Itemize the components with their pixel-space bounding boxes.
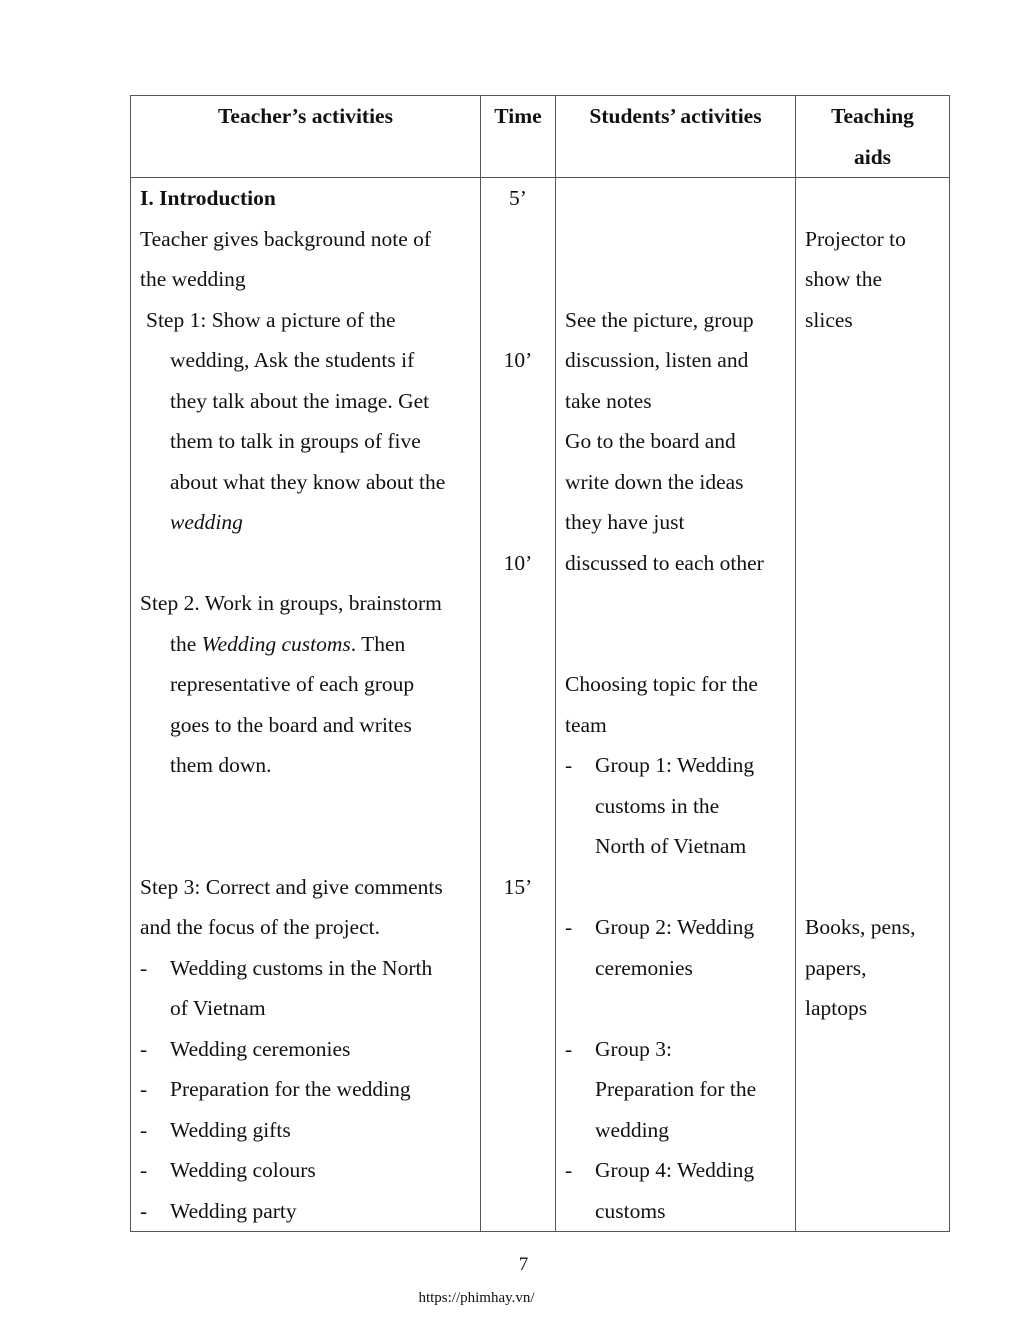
page-number: 7 [518, 1254, 529, 1275]
aids-line: laptops [805, 996, 868, 1020]
topic-list-item: - Wedding party [140, 1198, 297, 1223]
group-list-item: - Group 3: [565, 1036, 673, 1061]
step-1-line: Step 1: Show a picture of the [146, 307, 396, 332]
header-row [131, 96, 950, 178]
step-2-line: Step 2. Work in groups, brainstorm [140, 591, 442, 615]
teacher-line: them to talk in groups of five [170, 429, 421, 453]
student-line: discussed to each other [565, 550, 764, 575]
teaching-aids-cell [796, 178, 950, 1232]
topic-list-item: - Wedding ceremonies [140, 1036, 351, 1061]
group-list-item-cont: customs [595, 1198, 666, 1223]
student-line: See the picture, group [565, 307, 754, 332]
teacher-line: representative of each group [170, 672, 415, 696]
student-line: write down the ideas [565, 469, 744, 494]
lesson-plan-table [130, 95, 950, 1232]
topic-list-item: - Wedding gifts [140, 1117, 291, 1142]
student-line: take notes [565, 388, 652, 413]
blank-line [140, 826, 471, 867]
topic-list-item: - Preparation for the wedding [140, 1077, 411, 1101]
header-time: Time [481, 96, 556, 178]
step-3-line: Step 3: Correct and give comments [140, 874, 443, 899]
header-students: Students’ activities [556, 96, 796, 178]
topic-list-item: - Wedding customs in the North [140, 955, 433, 980]
aids-line: Books, pens, [805, 915, 916, 939]
section-title: I. Introduction [140, 186, 276, 210]
blank-line [140, 543, 471, 584]
group-list-item-cont: customs in the [595, 793, 720, 818]
time-cell [481, 178, 556, 1232]
aids-line: slices [805, 307, 853, 332]
group-list-item: - Group 4: Wedding [565, 1158, 755, 1182]
aids-line: Projector to [805, 226, 906, 251]
aids-line: show the [805, 267, 883, 291]
group-list-item-cont: North of Vietnam [595, 834, 747, 858]
teacher-line: Teacher gives background note of [140, 226, 432, 251]
students-activities-cell [556, 178, 796, 1232]
footer-url[interactable]: https://phimhay.vn/ [418, 1290, 535, 1306]
group-list-item-cont: wedding [595, 1117, 670, 1142]
italic-phrase: Wedding customs [201, 631, 351, 656]
teacher-line: goes to the board and writes [170, 712, 412, 737]
group-list-item-cont: ceremonies [595, 955, 693, 980]
group-list-item: - Group 2: Wedding [565, 915, 755, 939]
time-value: 10’ [503, 348, 533, 372]
student-line: Go to the board and [565, 429, 736, 453]
student-line: team [565, 712, 607, 737]
time-value: 10’ [503, 550, 533, 575]
time-value: 15’ [503, 874, 533, 899]
blank-line [140, 786, 471, 827]
header-teacher: Teacher’s activities [131, 96, 481, 178]
time-value: 5’ [509, 186, 527, 210]
aids-line: papers, [805, 955, 867, 980]
group-list-item: - Group 1: Wedding [565, 753, 755, 777]
teacher-line: and the focus of the project. [140, 915, 380, 939]
topic-list-item: - Wedding colours [140, 1158, 316, 1182]
teacher-activities-cell [131, 178, 481, 1232]
teacher-line: wedding [170, 510, 243, 534]
teacher-line: the wedding [140, 267, 246, 291]
topic-list-item-cont: of Vietnam [170, 996, 266, 1020]
teacher-line: about what they know about the [170, 469, 446, 494]
content-row [131, 178, 950, 1232]
student-line: they have just [565, 510, 685, 534]
teacher-line: them down. [170, 753, 272, 777]
group-list-item-cont: Preparation for the [595, 1077, 757, 1101]
header-teaching-aids: Teaching aids [796, 96, 950, 178]
teacher-line: wedding, Ask the students if [170, 348, 415, 372]
teacher-line: they talk about the image. Get [170, 388, 430, 413]
teacher-line: the Wedding customs. Then [170, 631, 406, 656]
student-line: Choosing topic for the [565, 672, 758, 696]
student-line: discussion, listen and [565, 348, 749, 372]
